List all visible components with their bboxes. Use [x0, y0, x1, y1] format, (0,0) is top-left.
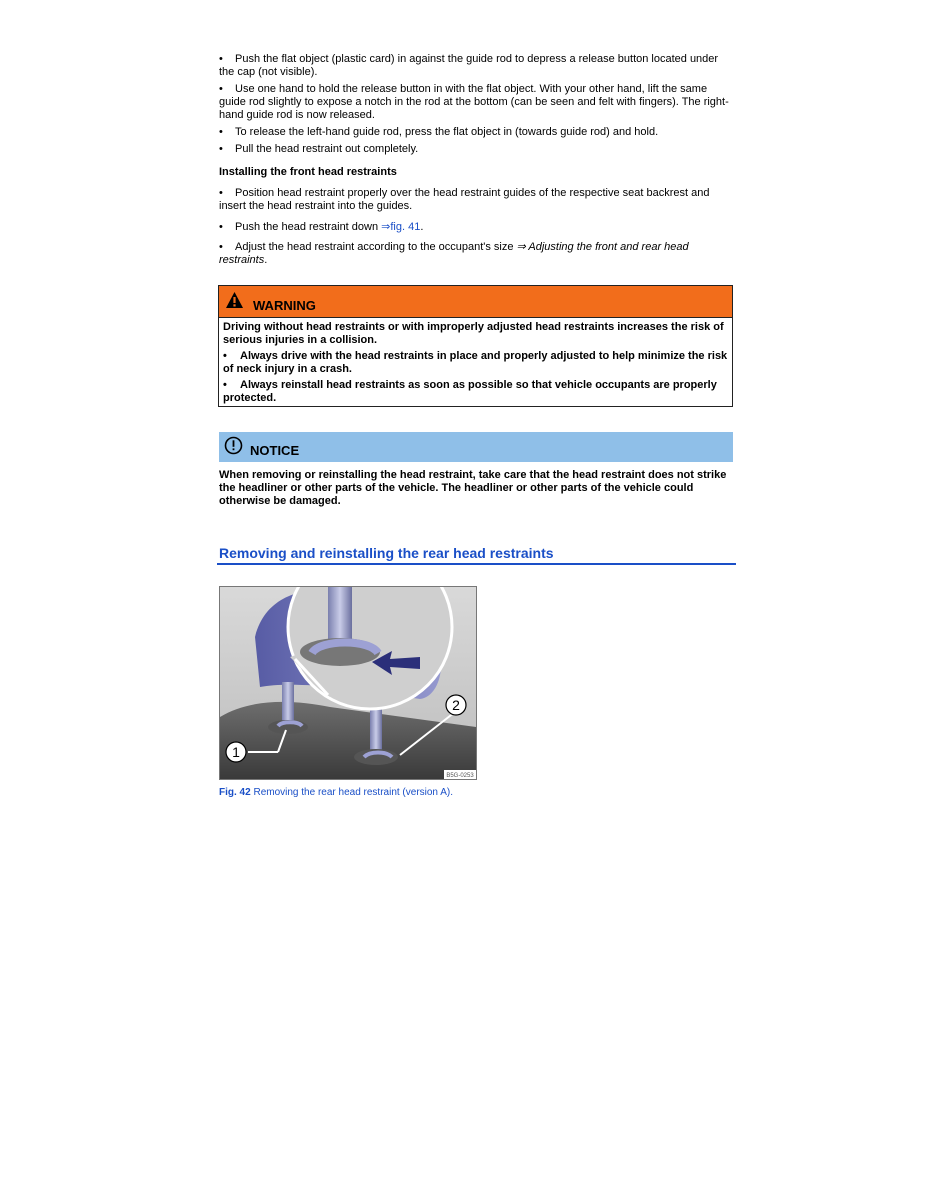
callout-2: 2: [452, 697, 460, 713]
list-item-text: Pull the head restraint out completely.: [235, 143, 419, 155]
list-item: [219, 53, 735, 79]
bullet-dot: •: [219, 241, 223, 253]
bullet-dot: •: [219, 221, 223, 233]
warning-bullet-text: Always drive with the head restraints in place and properly adjusted to help minimize the risk of neck injury in a crash.: [223, 350, 728, 375]
bullet-dot: •: [219, 83, 223, 95]
list-item-text: Push the flat object (plastic card) in against the guide rod to depress a release button located under the cap (not visible).: [219, 53, 719, 78]
figure-caption-label: Fig. 42: [219, 787, 251, 798]
warning-bullet: [223, 350, 728, 376]
warning-triangle-icon: [225, 291, 244, 309]
warning-body: [219, 318, 732, 405]
warning-text: Driving without head restraints or with improperly adjusted head restraints increases the risk of serious injuries in a collision.: [223, 321, 724, 346]
warning-box: [218, 285, 733, 407]
figure-42: [219, 586, 477, 780]
list-item: [219, 187, 735, 213]
warning-bullet-text: Always reinstall head restraints as soon as possible so that vehicle occupants are properly protected.: [223, 379, 717, 404]
figure-code: B5G-0253: [446, 773, 474, 779]
notice-title: NOTICE: [250, 443, 300, 458]
list-item-text: Adjust the head restraint according to the occupant's size: [235, 241, 517, 253]
section-divider: [217, 563, 736, 565]
bullet-dot: •: [219, 187, 223, 199]
list-item-end: .: [264, 254, 268, 266]
bullet-dot: •: [223, 350, 227, 362]
figure-caption: [219, 787, 453, 798]
adjusting-head-restraints-link[interactable]: ⇒ Adjusting the front and rear head restraints: [219, 241, 689, 266]
list-item-end: .: [420, 221, 424, 233]
warning-bullet: [223, 379, 728, 405]
list-item: [219, 83, 735, 122]
head-restraint-illustration: [220, 587, 476, 779]
bullet-dot: •: [223, 379, 227, 391]
list-item: [219, 221, 735, 234]
exclamation-circle-icon: [224, 436, 243, 455]
list-item-text: To release the left-hand guide rod, press the flat object in (towards guide rod) and hold.: [235, 126, 659, 138]
fig-41-link[interactable]: ⇒fig. 41: [381, 221, 421, 233]
list-item: [219, 143, 735, 156]
bullet-dot: •: [219, 53, 223, 65]
section-title: Removing and reinstalling the rear head restraints: [219, 545, 554, 561]
figure-caption-text: Removing the rear head restraint (version A).: [250, 787, 454, 798]
warning-title: WARNING: [253, 298, 316, 313]
list-item-text: Push the head restraint down: [235, 221, 382, 233]
list-item: [219, 126, 735, 139]
notice-text: When removing or reinstalling the head restraint, take care that the head restraint does not strike the headliner or other parts of the vehicle. The headliner or other parts of the vehicle could otherwise be damaged.: [219, 469, 727, 507]
list-item-text: Position head restraint properly over the head restraint guides of the respective seat backrest and insert the head restraint into the guides.: [219, 187, 710, 212]
subheading-installing: Installing the front head restraints: [219, 166, 397, 178]
bullet-dot: •: [219, 143, 223, 155]
warning-header: [219, 286, 732, 318]
notice-header: [219, 432, 733, 462]
list-item-text: Use one hand to hold the release button in with the flat object. With your other hand, lift the same guide rod slightly to expose a notch in the rod at the bottom (can be seen and felt with fingers). The right-hand guide rod is now released.: [219, 83, 729, 121]
bullet-dot: •: [219, 126, 223, 138]
callout-1: 1: [232, 744, 240, 760]
list-item: [219, 241, 735, 267]
